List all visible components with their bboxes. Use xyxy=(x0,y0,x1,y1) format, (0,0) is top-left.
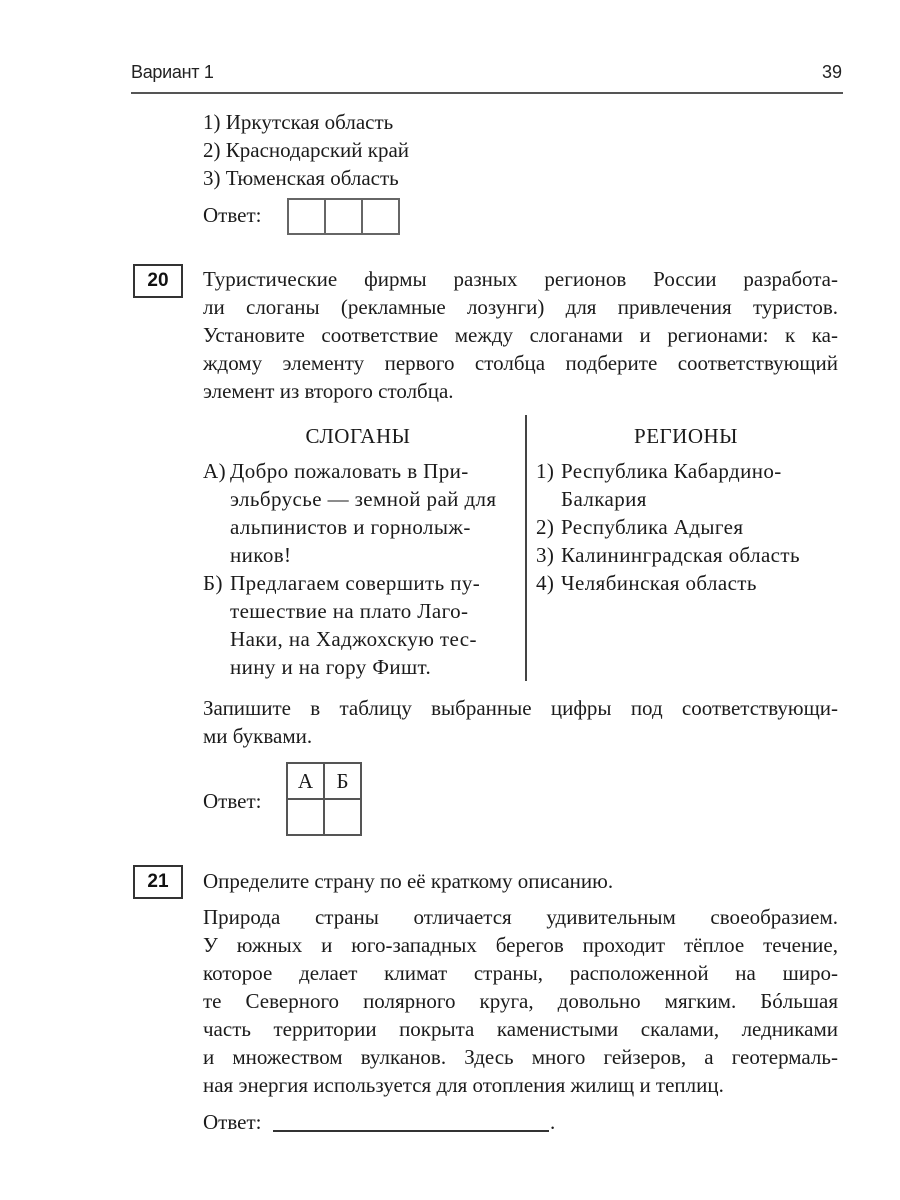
question21-answer-label: Ответ: xyxy=(203,1110,262,1134)
instruction-line: ми буквами. xyxy=(203,724,313,748)
region-line: Балкария xyxy=(561,487,647,511)
question20-instruction xyxy=(203,694,838,750)
question19-options xyxy=(203,108,409,192)
slogan-line: Добро пожаловать в При- xyxy=(230,459,469,483)
answer-cell-b[interactable] xyxy=(324,799,361,835)
question19-answer-label: Ответ: xyxy=(203,203,262,227)
option-item: 1) Иркутская область xyxy=(203,110,394,134)
header-variant-title: Вариант 1 xyxy=(131,62,214,82)
prompt-line: ли слоганы (рекламные лозунги) для привлечения туристов. xyxy=(203,295,838,319)
region-line: Республика Кабардино- xyxy=(561,459,782,483)
description-line: ная энергия используется для отопления жилищ и теплиц. xyxy=(203,1073,724,1097)
region-line: Калининградская область xyxy=(561,543,800,567)
option-item: 2) Краснодарский край xyxy=(203,138,410,162)
prompt-line: Установите соответствие между слоганами и регионами: к ка- xyxy=(203,323,838,347)
region-item-4 xyxy=(536,569,836,597)
region-marker: 4) xyxy=(536,571,555,595)
answer-cell-3[interactable] xyxy=(363,200,398,233)
answer-cell-1[interactable] xyxy=(289,200,326,233)
description-line: Природа страны отличается удивительным своеобразием. xyxy=(203,905,838,929)
region-line: Республика Адыгея xyxy=(561,515,744,539)
question21-number-badge: 21 xyxy=(133,865,183,899)
slogan-line: тешествие на плато Лаго- xyxy=(230,599,469,623)
slogan-marker: А) xyxy=(203,459,226,483)
description-line: и множеством вулканов. Здесь много гейзеров, а геотермаль- xyxy=(203,1045,838,1069)
description-line: часть территории покрыта каменистыми скалами, ледниками xyxy=(203,1017,838,1041)
prompt-line: ждому элементу первого столбца подберите соответствующий xyxy=(203,351,838,375)
question21-answer-period: . xyxy=(550,1110,556,1134)
question21-prompt: Определите страну по её краткому описанию. xyxy=(203,869,614,893)
question20-prompt xyxy=(203,265,838,405)
question20-number-badge: 20 xyxy=(133,264,183,298)
prompt-line: элемент из второго столбца. xyxy=(203,379,454,403)
answer-cell-a[interactable] xyxy=(287,799,324,835)
page-number: 39 xyxy=(821,62,842,82)
slogan-line: Предлагаем совершить пу- xyxy=(230,571,481,595)
slogan-line: Наки, на Хаджохскую тес- xyxy=(230,627,477,651)
prompt-line: Туристические фирмы разных регионов России разработа- xyxy=(203,267,838,291)
slogan-line: эльбрусье — земной рай для xyxy=(230,487,497,511)
slogan-line: нину и на гору Фишт. xyxy=(230,655,432,679)
slogan-marker: Б) xyxy=(203,571,223,595)
description-line: те Северного полярного круга, довольно мягким. Бóльшая xyxy=(203,989,838,1013)
slogan-line: ников! xyxy=(230,543,292,567)
answer-header-b: Б xyxy=(324,763,361,799)
question19-answer-boxes[interactable] xyxy=(287,198,400,235)
question20-answer-table xyxy=(286,762,362,836)
answer-header-a: А xyxy=(287,763,324,799)
option-item: 3) Тюменская область xyxy=(203,166,399,190)
region-item-3 xyxy=(536,541,836,569)
header-divider xyxy=(131,92,843,94)
region-marker: 3) xyxy=(536,543,555,567)
slogan-line: альпинистов и горнолыж- xyxy=(230,515,471,539)
description-line: которое делает климат страны, расположенной на широ- xyxy=(203,961,838,985)
regions-column-header: РЕГИОНЫ xyxy=(634,424,738,448)
description-line: У южных и юго-западных берегов проходит тёплое течение, xyxy=(203,933,838,957)
region-marker: 1) xyxy=(536,459,555,483)
instruction-line: Запишите в таблицу выбранные цифры под соответствующи- xyxy=(203,696,838,720)
answer-cell-2[interactable] xyxy=(326,200,363,233)
region-item-2 xyxy=(536,513,836,541)
column-divider xyxy=(525,415,527,681)
question20-answer-label: Ответ: xyxy=(203,789,262,813)
slogan-item-a xyxy=(203,457,516,569)
region-item-1 xyxy=(536,457,836,513)
slogans-column-header: СЛОГАНЫ xyxy=(305,424,411,448)
question21-answer-field[interactable] xyxy=(273,1130,549,1132)
region-marker: 2) xyxy=(536,515,555,539)
question21-description xyxy=(203,903,838,1099)
region-line: Челябинская область xyxy=(561,571,757,595)
slogan-item-b xyxy=(203,569,516,681)
